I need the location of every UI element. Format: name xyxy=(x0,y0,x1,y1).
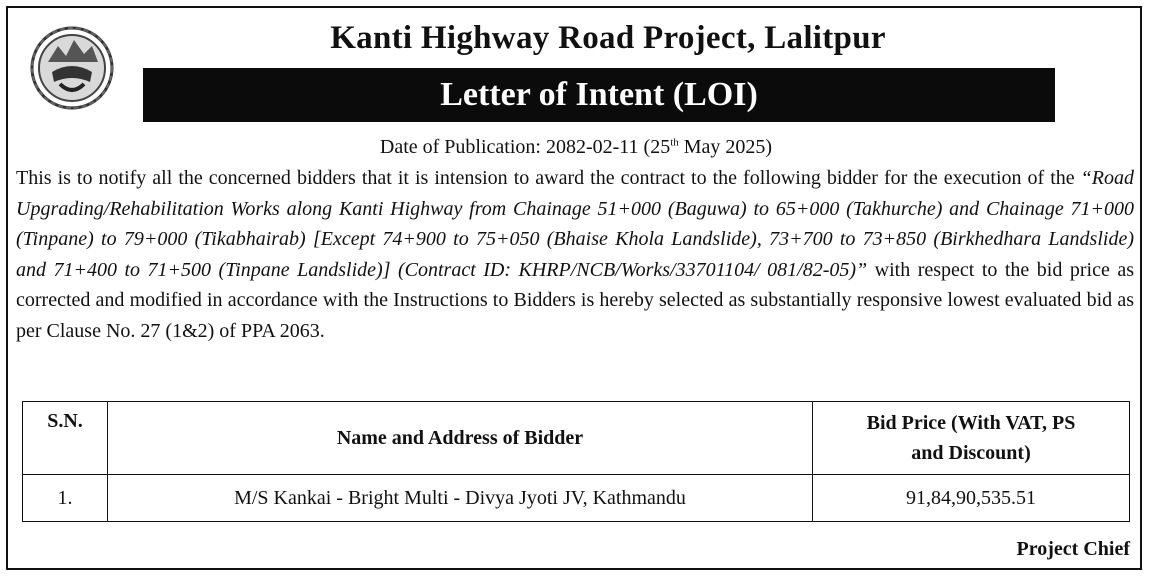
loi-banner: Letter of Intent (LOI) xyxy=(143,68,1055,122)
notice-body xyxy=(16,163,1134,346)
project-description: “Road Upgrading/Rehabilitation Works along Kanti Highway from Chainage 51+000 (Baguwa) to 65+000 (Takhurche) and Chainage 71+000 (Tinpane) to 79+000 (Tikabhairab) [Except 74+900 to 75+050 (Bhaise Khola Landslide), 73+700 to 73+850 (Birkhedhara Landslide) and 71+400 to 71+500 (Tinpane Landslide)] (Contract ID: KHRP/NCB/Works/33701104/ 081/82-05)” xyxy=(16,167,1134,281)
row-bid-price: 91,84,90,535.51 xyxy=(813,475,1130,522)
signature: Project Chief xyxy=(1016,538,1130,560)
government-emblem-icon xyxy=(26,22,118,114)
notice-frame xyxy=(6,6,1142,570)
row-sn: 1. xyxy=(23,475,108,522)
publication-date: Date of Publication: 2082-02-11 (25th May 2025) xyxy=(379,136,773,158)
notice-intro: This is to notify all the concerned bidders that it is intension to award the contract to the following bidder for the execution of the xyxy=(16,167,1081,189)
notice-outro: with respect to the bid price as corrected and modified in accordance with the Instructions to Bidders is hereby selected as substantially responsive lowest evaluated bid as per Clause No. 27 (1&2) of PPA 2063. xyxy=(16,258,1134,342)
project-title: Kanti Highway Road Project, Lalitpur xyxy=(330,20,886,56)
header-bid-price: Bid Price (With VAT, PS and Discount) xyxy=(813,402,1130,475)
bidder-table xyxy=(22,401,1130,522)
header-sn: S.N. xyxy=(23,402,108,475)
row-bidder-name: M/S Kankai - Bright Multi - Divya Jyoti JV, Kathmandu xyxy=(108,475,813,522)
table-header-row xyxy=(23,402,1130,475)
header-bidder-name: Name and Address of Bidder xyxy=(108,402,813,475)
table-row xyxy=(23,475,1130,522)
